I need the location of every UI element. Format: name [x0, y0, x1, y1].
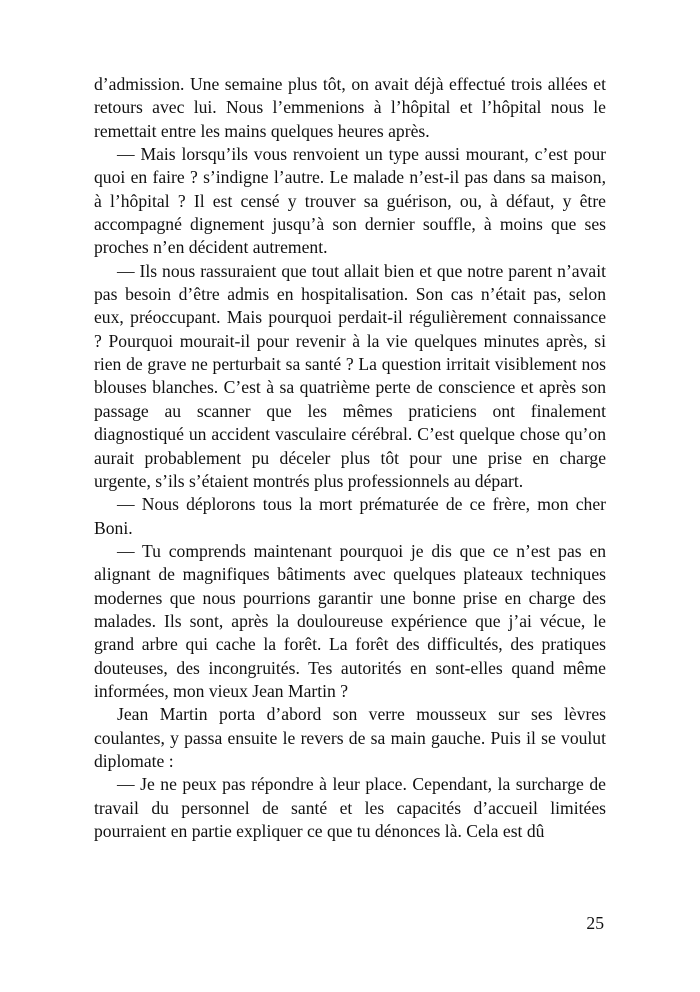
paragraph-6: Jean Martin porta d’abord son verre mousseux sur ses lèvres coulantes, y passa ensuite le revers de sa main gauche. Puis il se voulut diplomate : — [94, 704, 606, 771]
paragraph-3: — Ils nous rassuraient que tout allait bien et que notre parent n’avait pas besoin d’être admis en hospitalisation. Son cas n’était pas, selon eux, préoccupant. Mais pourquoi perdait-il régulièrement connaissance ? Pourquoi mourait-il pour revenir à la vie quelques minutes après, si rien de grave ne perturbait sa santé ? La question irritait visiblement nos blouses blanches. C’est à sa quatrième perte de conscience et après son passage au scanner que les mêmes praticiens ont finalement diagnostiqué un accident vasculaire cérébral. C’est quelque chose qu’on aurait probablement pu déceler plus tôt pour une prise en charge urgente, s’ils s’étaient montrés plus professionnels au départ. — [94, 260, 606, 491]
paragraph-7: — Je ne peux pas répondre à leur place. Cependant, la surcharge de travail du personnel de santé et les capacités d’accueil limitées pourraient en partie expliquer ce que tu dénonces là. Cela est dû — [94, 774, 606, 841]
page-number: 25 — [586, 913, 604, 933]
paragraph-1: d’admission. Une semaine plus tôt, on avait déjà effectué trois allées et retours avec lui. Nous l’emmenions à l’hôpital et l’hôpital nous le remettait entre les mains quelques heures après. — [94, 74, 606, 141]
body-text — [94, 73, 606, 843]
paragraph-4: — Nous déplorons tous la mort prématurée de ce frère, mon cher Boni. — [94, 494, 606, 538]
paragraph-5: — Tu comprends maintenant pourquoi je dis que ce n’est pas en alignant de magnifiques bâtiments avec quelques plateaux techniques modernes que nous pourrions garantir une bonne prise en charge des malades. Ils sont, après la douloureuse expérience que j’ai vécue, le grand arbre qui cache la forêt. La forêt des difficultés, des pratiques douteuses, des incongruités. Tes autorités en sont-elles quand même informées, mon vieux Jean Martin ? — [94, 540, 606, 701]
paragraph-2: — Mais lorsqu’ils vous renvoient un type aussi mourant, c’est pour quoi en faire ? s’indigne l’autre. Le malade n’est-il pas dans sa maison, à l’hôpital ? Il est censé y trouver sa guérison, ou, à défaut, y être accompagné dignement jusqu’à son dernier souffle, à moins que ses proches n’en décident autrement. — [94, 144, 606, 258]
